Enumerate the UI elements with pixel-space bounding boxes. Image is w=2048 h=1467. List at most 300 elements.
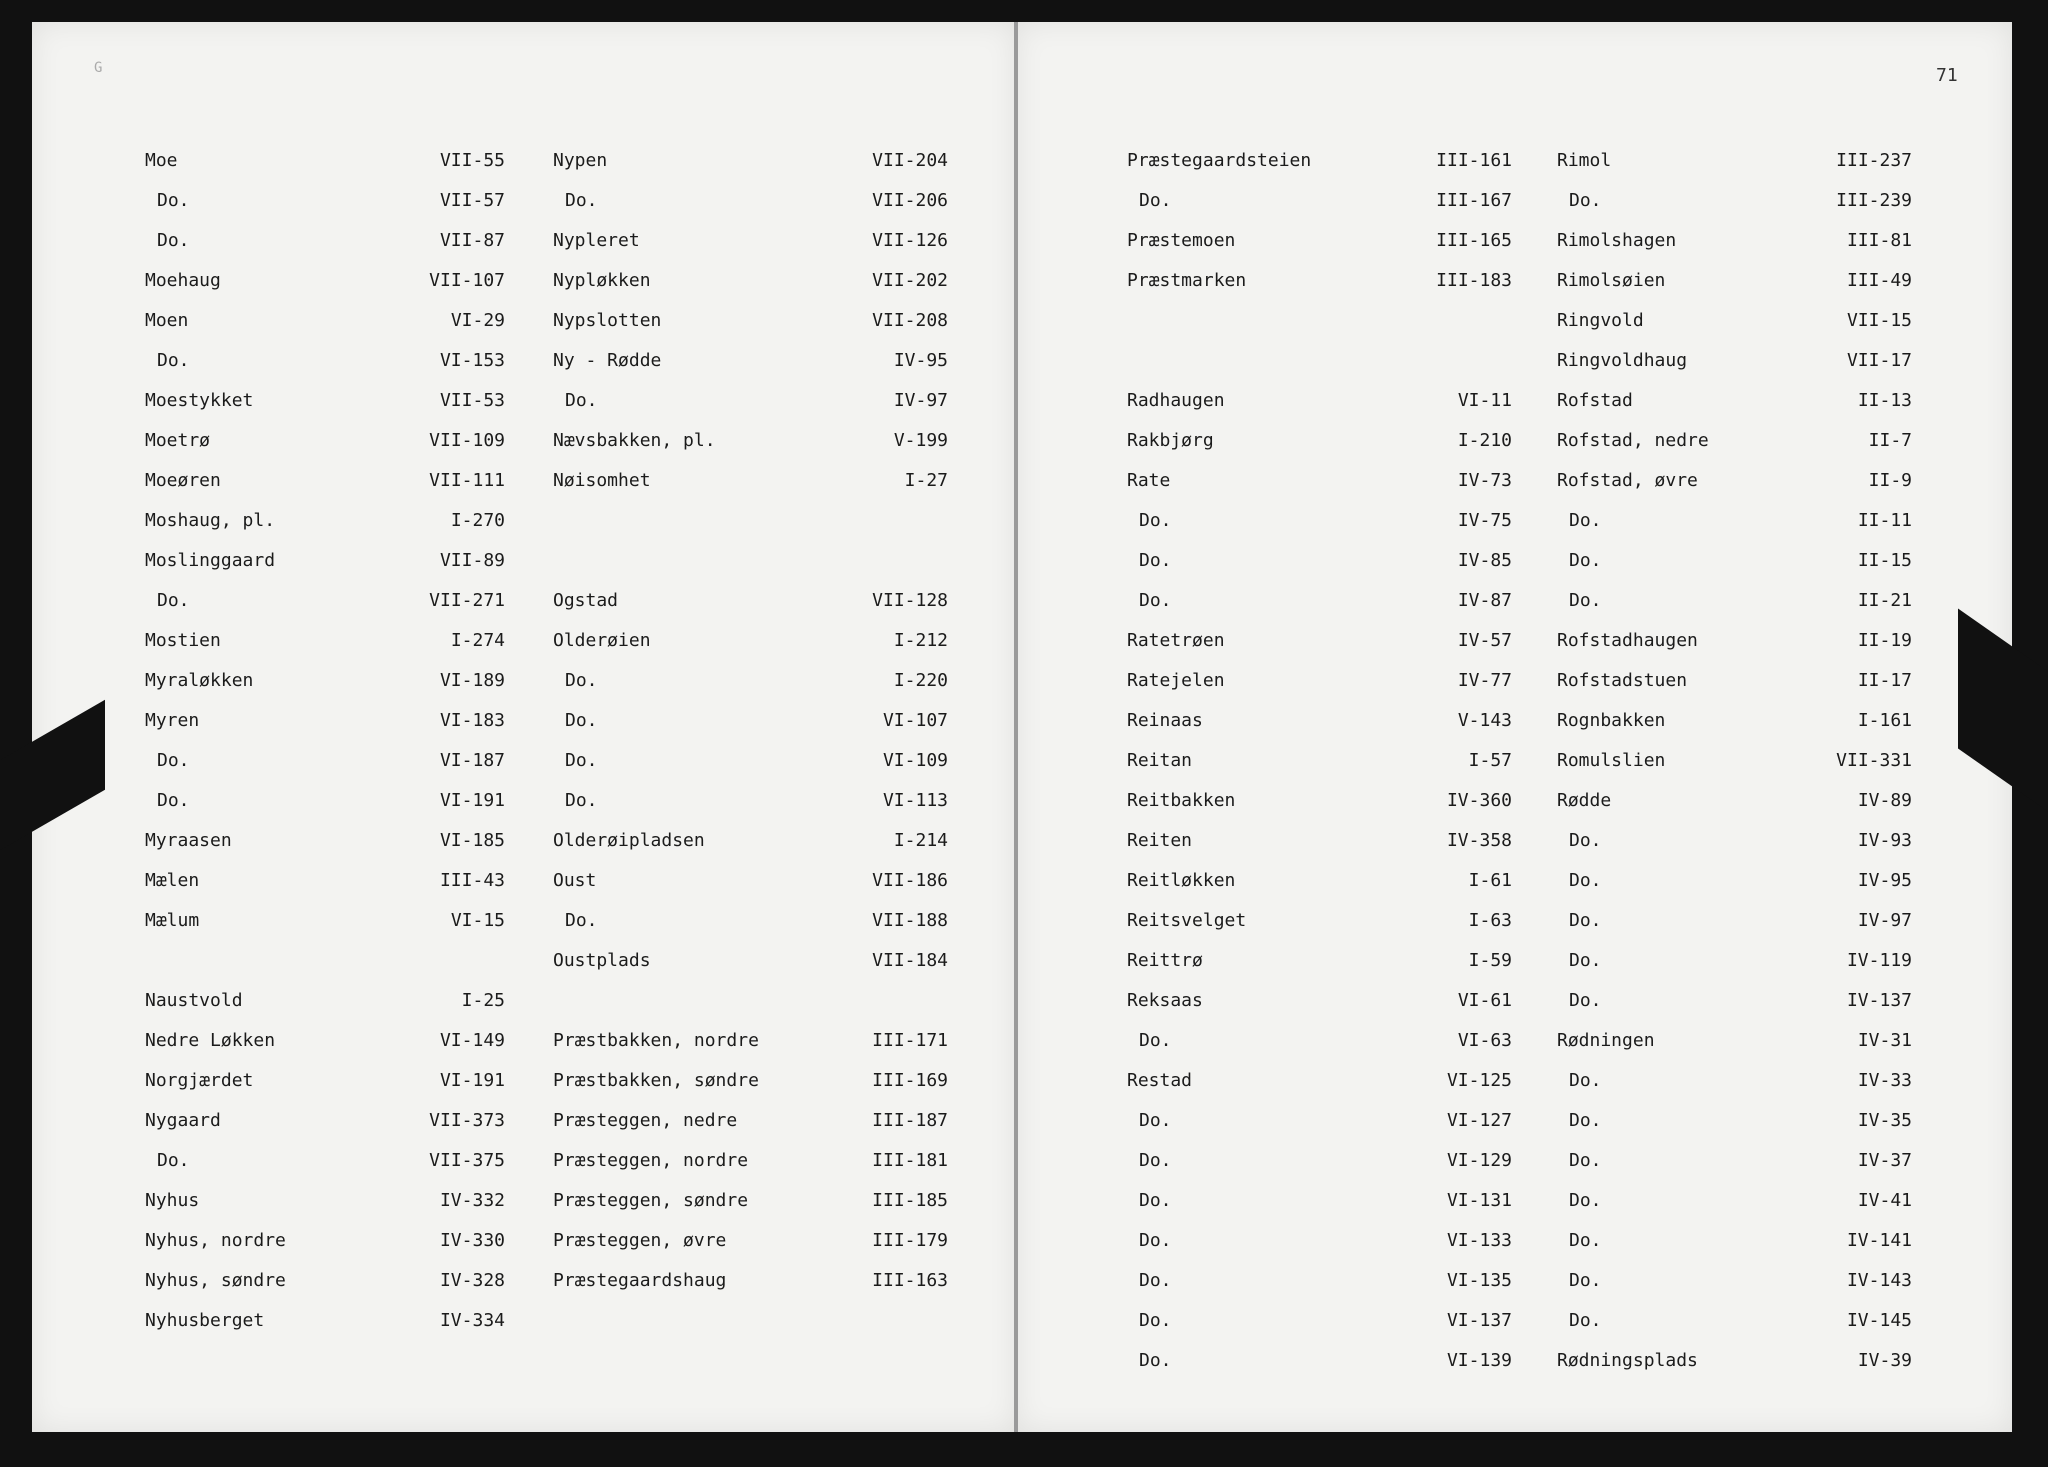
entry-reference: VII-202	[872, 270, 948, 291]
entry-reference: VI-189	[439, 670, 505, 691]
index-entry	[1127, 190, 1512, 218]
index-entry	[145, 630, 505, 658]
entry-name: Do.	[1569, 950, 1602, 971]
entry-reference: VII-89	[439, 550, 505, 571]
index-entry	[1127, 630, 1512, 658]
entry-reference: VI-11	[1457, 390, 1512, 411]
index-entry	[1127, 750, 1512, 778]
entry-name: Nypslotten	[553, 310, 662, 331]
entry-reference: VII-17	[1846, 350, 1912, 371]
entry-name: Oustplads	[553, 950, 651, 971]
index-entry	[1557, 750, 1912, 778]
entry-reference: I-161	[1857, 710, 1912, 731]
entry-name: Reittrø	[1127, 950, 1203, 971]
entry-name: Do.	[1139, 1030, 1172, 1051]
entry-name: Do.	[157, 230, 190, 251]
entry-reference: VII-373	[429, 1110, 505, 1131]
entry-name: Do.	[1569, 990, 1602, 1011]
entry-reference: VII-15	[1846, 310, 1912, 331]
entry-reference: I-274	[450, 630, 505, 651]
entry-reference: I-57	[1468, 750, 1512, 771]
entry-reference: I-220	[893, 670, 948, 691]
entry-name: Do.	[1139, 590, 1172, 611]
entry-reference: I-59	[1468, 950, 1512, 971]
entry-reference: III-81	[1846, 230, 1912, 251]
entry-name: Ratetrøen	[1127, 630, 1225, 651]
entry-reference: IV-334	[439, 1310, 505, 1331]
entry-reference: IV-332	[439, 1190, 505, 1211]
entry-reference: VII-53	[439, 390, 505, 411]
entry-name: Rofstad, nedre	[1557, 430, 1709, 451]
entry-name: Ogstad	[553, 590, 619, 611]
index-entry	[1557, 910, 1912, 938]
entry-reference: VII-208	[872, 310, 948, 331]
entry-name: Moen	[145, 310, 189, 331]
entry-name: Reiten	[1127, 830, 1193, 851]
entry-name: Nypleret	[553, 230, 640, 251]
entry-reference: IV-358	[1446, 830, 1512, 851]
entry-reference: IV-141	[1846, 1230, 1912, 1251]
index-entry	[553, 910, 948, 938]
entry-reference: I-63	[1468, 910, 1512, 931]
index-entry	[145, 1230, 505, 1258]
entry-name: Do.	[1139, 510, 1172, 531]
entry-name: Do.	[1569, 1270, 1602, 1291]
entry-reference: I-270	[450, 510, 505, 531]
entry-reference: VI-107	[882, 710, 948, 731]
entry-name: Do.	[1569, 1070, 1602, 1091]
index-entry	[1557, 150, 1912, 178]
entry-reference: III-183	[1436, 270, 1512, 291]
index-entry	[553, 430, 948, 458]
entry-name: Do.	[1569, 510, 1602, 531]
entry-reference: III-161	[1436, 150, 1512, 171]
entry-reference: II-7	[1868, 430, 1912, 451]
entry-reference: II-17	[1857, 670, 1912, 691]
index-entry	[1127, 1030, 1512, 1058]
entry-name: Nyhusberget	[145, 1310, 265, 1331]
index-entry	[145, 350, 505, 378]
index-entry	[553, 590, 948, 618]
entry-name: Præstbakken, søndre	[553, 1070, 759, 1091]
index-entry	[1557, 510, 1912, 538]
entry-name: Do.	[1139, 1150, 1172, 1171]
entry-reference: IV-145	[1846, 1310, 1912, 1331]
entry-reference: III-165	[1436, 230, 1512, 251]
entry-name: Do.	[565, 750, 598, 771]
index-entry	[145, 910, 505, 938]
entry-reference: V-199	[893, 430, 948, 451]
index-entry	[553, 1230, 948, 1258]
entry-reference: III-167	[1436, 190, 1512, 211]
entry-reference: IV-330	[439, 1230, 505, 1251]
entry-reference: III-187	[872, 1110, 948, 1131]
entry-reference: VII-375	[429, 1150, 505, 1171]
index-entry	[145, 1070, 505, 1098]
index-entry	[1557, 790, 1912, 818]
entry-name: Mælen	[145, 870, 200, 891]
entry-reference: I-214	[893, 830, 948, 851]
index-entry	[1127, 1150, 1512, 1178]
entry-name: Rofstadstuen	[1557, 670, 1688, 691]
index-entry	[1127, 230, 1512, 258]
entry-name: Do.	[565, 790, 598, 811]
entry-name: Nyhus	[145, 1190, 200, 1211]
entry-reference: II-9	[1868, 470, 1912, 491]
index-entry	[1557, 710, 1912, 738]
entry-reference: VI-191	[439, 1070, 505, 1091]
index-entry	[553, 1150, 948, 1178]
entry-name: Nævsbakken, pl.	[553, 430, 716, 451]
entry-reference: IV-95	[893, 350, 948, 371]
index-entry	[1557, 1350, 1912, 1378]
entry-name: Nyhus, nordre	[145, 1230, 286, 1251]
entry-name: Ringvoldhaug	[1557, 350, 1688, 371]
entry-reference: III-43	[439, 870, 505, 891]
entry-name: Olderøipladsen	[553, 830, 705, 851]
index-entry	[145, 310, 505, 338]
entry-reference: VI-135	[1446, 1270, 1512, 1291]
entry-reference: VI-191	[439, 790, 505, 811]
entry-name: Nypløkken	[553, 270, 651, 291]
entry-name: Præstmarken	[1127, 270, 1247, 291]
index-entry	[145, 270, 505, 298]
entry-reference: II-19	[1857, 630, 1912, 651]
entry-reference: IV-143	[1846, 1270, 1912, 1291]
entry-reference: I-212	[893, 630, 948, 651]
index-entry	[145, 1110, 505, 1138]
entry-name: Do.	[1569, 1110, 1602, 1131]
index-entry	[553, 390, 948, 418]
entry-reference: II-21	[1857, 590, 1912, 611]
index-entry	[145, 150, 505, 178]
index-entry	[1557, 430, 1912, 458]
index-entry	[1127, 830, 1512, 858]
entry-name: Ratejelen	[1127, 670, 1225, 691]
entry-name: Do.	[1139, 1310, 1172, 1331]
entry-reference: VI-109	[882, 750, 948, 771]
entry-name: Do.	[1139, 1190, 1172, 1211]
entry-reference: IV-95	[1857, 870, 1912, 891]
entry-reference: IV-37	[1857, 1150, 1912, 1171]
entry-name: Do.	[157, 750, 190, 771]
entry-reference: IV-119	[1846, 950, 1912, 971]
entry-name: Reksaas	[1127, 990, 1203, 1011]
index-entry	[1557, 990, 1912, 1018]
index-entry	[553, 350, 948, 378]
entry-reference: III-49	[1846, 270, 1912, 291]
index-entry	[145, 390, 505, 418]
entry-name: Do.	[1569, 1230, 1602, 1251]
entry-name: Do.	[1569, 190, 1602, 211]
entry-name: Reinaas	[1127, 710, 1203, 731]
entry-reference: VII-109	[429, 430, 505, 451]
index-entry	[553, 190, 948, 218]
index-entry	[145, 550, 505, 578]
index-entry	[553, 270, 948, 298]
entry-name: Moshaug, pl.	[145, 510, 276, 531]
entry-name: Moslinggaard	[145, 550, 276, 571]
entry-name: Myren	[145, 710, 200, 731]
entry-name: Rimolsøien	[1557, 270, 1666, 291]
entry-name: Do.	[1139, 550, 1172, 571]
entry-reference: VI-29	[450, 310, 505, 331]
book-gutter	[1014, 22, 1018, 1432]
entry-name: Do.	[1569, 830, 1602, 851]
entry-reference: IV-57	[1457, 630, 1512, 651]
entry-reference: IV-73	[1457, 470, 1512, 491]
index-entry	[1557, 1030, 1912, 1058]
entry-name: Do.	[565, 710, 598, 731]
index-entry	[553, 230, 948, 258]
index-entry	[1557, 1070, 1912, 1098]
index-entry	[1127, 270, 1512, 298]
entry-name: Do.	[565, 910, 598, 931]
index-entry	[1127, 910, 1512, 938]
entry-reference: III-181	[872, 1150, 948, 1171]
entry-name: Olderøien	[553, 630, 651, 651]
index-entry	[145, 590, 505, 618]
index-entry	[1127, 430, 1512, 458]
entry-name: Nedre Løkken	[145, 1030, 276, 1051]
entry-name: Rate	[1127, 470, 1171, 491]
entry-name: Reitsvelget	[1127, 910, 1247, 931]
entry-reference: VI-139	[1446, 1350, 1512, 1371]
entry-name: Nygaard	[145, 1110, 221, 1131]
entry-name: Do.	[1569, 590, 1602, 611]
entry-reference: VI-129	[1446, 1150, 1512, 1171]
entry-reference: VI-153	[439, 350, 505, 371]
entry-name: Rimolshagen	[1557, 230, 1677, 251]
entry-reference: I-210	[1457, 430, 1512, 451]
index-entry	[1557, 870, 1912, 898]
index-entry	[1127, 1310, 1512, 1338]
entry-reference: VI-63	[1457, 1030, 1512, 1051]
entry-reference: IV-89	[1857, 790, 1912, 811]
entry-reference: VII-126	[872, 230, 948, 251]
entry-reference: III-169	[872, 1070, 948, 1091]
entry-name: Præstegaardsteien	[1127, 150, 1312, 171]
entry-reference: IV-77	[1457, 670, 1512, 691]
entry-name: Do.	[1569, 910, 1602, 931]
index-entry	[553, 870, 948, 898]
entry-reference: VI-125	[1446, 1070, 1512, 1091]
index-entry	[1127, 1190, 1512, 1218]
index-entry	[1127, 390, 1512, 418]
index-entry	[1127, 1350, 1512, 1378]
index-entry	[145, 1150, 505, 1178]
index-entry	[1127, 1270, 1512, 1298]
entry-reference: IV-31	[1857, 1030, 1912, 1051]
entry-name: Do.	[1569, 870, 1602, 891]
entry-name: Rofstad, øvre	[1557, 470, 1698, 491]
index-entry	[553, 950, 948, 978]
entry-reference: IV-33	[1857, 1070, 1912, 1091]
entry-reference: VII-128	[872, 590, 948, 611]
corner-mark: G	[94, 60, 103, 76]
index-entry	[1127, 670, 1512, 698]
entry-reference: IV-41	[1857, 1190, 1912, 1211]
index-entry	[1127, 950, 1512, 978]
index-entry	[1557, 550, 1912, 578]
index-entry	[1127, 870, 1512, 898]
entry-reference: VII-55	[439, 150, 505, 171]
entry-name: Myraløkken	[145, 670, 254, 691]
entry-name: Restad	[1127, 1070, 1193, 1091]
index-entry	[1557, 1270, 1912, 1298]
index-entry	[145, 1310, 505, 1338]
entry-reference: VII-331	[1836, 750, 1912, 771]
index-entry	[1557, 1110, 1912, 1138]
entry-name: Reitløkken	[1127, 870, 1236, 891]
entry-name: Præstbakken, nordre	[553, 1030, 759, 1051]
entry-name: Moehaug	[145, 270, 221, 291]
entry-reference: III-171	[872, 1030, 948, 1051]
index-entry	[1127, 550, 1512, 578]
entry-name: Do.	[1139, 190, 1172, 211]
entry-name: Nyhus, søndre	[145, 1270, 286, 1291]
index-entry	[1127, 150, 1512, 178]
entry-reference: III-185	[872, 1190, 948, 1211]
entry-name: Mostien	[145, 630, 221, 651]
entry-reference: VII-206	[872, 190, 948, 211]
index-entry	[1127, 710, 1512, 738]
entry-reference: IV-39	[1857, 1350, 1912, 1371]
entry-name: Præsteggen, nordre	[553, 1150, 749, 1171]
index-entry	[553, 710, 948, 738]
entry-reference: III-179	[872, 1230, 948, 1251]
index-entry	[1127, 790, 1512, 818]
entry-reference: VII-111	[429, 470, 505, 491]
entry-name: Rødningsplads	[1557, 1350, 1698, 1371]
entry-name: Moe	[145, 150, 178, 171]
index-entry	[553, 1190, 948, 1218]
index-entry	[1557, 270, 1912, 298]
entry-reference: VI-15	[450, 910, 505, 931]
index-entry	[1557, 230, 1912, 258]
entry-reference: VI-61	[1457, 990, 1512, 1011]
entry-name: Do.	[565, 670, 598, 691]
index-entry	[145, 710, 505, 738]
entry-reference: V-143	[1457, 710, 1512, 731]
index-entry	[145, 870, 505, 898]
entry-name: Rødningen	[1557, 1030, 1655, 1051]
entry-name: Præsteggen, søndre	[553, 1190, 749, 1211]
index-entry	[145, 230, 505, 258]
index-entry	[553, 1030, 948, 1058]
entry-name: Mælum	[145, 910, 200, 931]
index-entry	[1557, 390, 1912, 418]
entry-name: Romulslien	[1557, 750, 1666, 771]
index-entry	[1127, 1110, 1512, 1138]
entry-reference: I-27	[904, 470, 948, 491]
index-entry	[1557, 310, 1912, 338]
entry-name: Do.	[1569, 550, 1602, 571]
entry-reference: IV-328	[439, 1270, 505, 1291]
entry-name: Moeøren	[145, 470, 221, 491]
entry-name: Myraasen	[145, 830, 232, 851]
index-entry	[553, 150, 948, 178]
index-entry	[1557, 590, 1912, 618]
entry-name: Moestykket	[145, 390, 254, 411]
entry-reference: IV-97	[1857, 910, 1912, 931]
entry-name: Do.	[157, 1150, 190, 1171]
entry-name: Reitbakken	[1127, 790, 1236, 811]
entry-name: Reitan	[1127, 750, 1193, 771]
index-entry	[145, 830, 505, 858]
entry-reference: IV-360	[1446, 790, 1512, 811]
entry-reference: III-237	[1836, 150, 1912, 171]
entry-reference: VI-113	[882, 790, 948, 811]
index-entry	[145, 470, 505, 498]
index-entry	[145, 1270, 505, 1298]
entry-reference: VII-271	[429, 590, 505, 611]
index-entry	[553, 1070, 948, 1098]
entry-reference: VII-184	[872, 950, 948, 971]
index-entry	[553, 830, 948, 858]
entry-name: Rimol	[1557, 150, 1612, 171]
entry-name: Radhaugen	[1127, 390, 1225, 411]
entry-name: Rognbakken	[1557, 710, 1666, 731]
entry-reference: I-61	[1468, 870, 1512, 891]
index-entry	[145, 190, 505, 218]
index-entry	[1557, 1150, 1912, 1178]
index-entry	[145, 670, 505, 698]
entry-name: Nøisomhet	[553, 470, 651, 491]
index-entry	[1557, 190, 1912, 218]
index-entry	[145, 990, 505, 1018]
index-entry	[553, 470, 948, 498]
entry-name: Præstegaardshaug	[553, 1270, 727, 1291]
index-entry	[145, 430, 505, 458]
index-entry	[1127, 990, 1512, 1018]
entry-reference: VII-188	[872, 910, 948, 931]
entry-name: Do.	[1139, 1270, 1172, 1291]
entry-reference: VI-127	[1446, 1110, 1512, 1131]
index-entry	[1557, 830, 1912, 858]
entry-reference: IV-137	[1846, 990, 1912, 1011]
entry-reference: VI-149	[439, 1030, 505, 1051]
entry-name: Norgjærdet	[145, 1070, 254, 1091]
index-entry	[145, 1030, 505, 1058]
entry-reference: II-13	[1857, 390, 1912, 411]
entry-name: Do.	[1569, 1310, 1602, 1331]
index-entry	[1557, 470, 1912, 498]
entry-reference: VI-133	[1446, 1230, 1512, 1251]
index-entry	[145, 750, 505, 778]
index-entry	[553, 670, 948, 698]
entry-name: Rofstad	[1557, 390, 1633, 411]
index-entry	[1557, 670, 1912, 698]
index-entry	[553, 1110, 948, 1138]
entry-name: Moetrø	[145, 430, 211, 451]
entry-name: Do.	[157, 790, 190, 811]
entry-reference: VII-57	[439, 190, 505, 211]
entry-name: Do.	[157, 190, 190, 211]
entry-name: Nypen	[553, 150, 608, 171]
entry-name: Do.	[1139, 1350, 1172, 1371]
index-entry	[1557, 1230, 1912, 1258]
entry-reference: VI-187	[439, 750, 505, 771]
entry-reference: II-15	[1857, 550, 1912, 571]
entry-reference: VI-183	[439, 710, 505, 731]
entry-reference: VII-186	[872, 870, 948, 891]
index-entry	[1127, 1230, 1512, 1258]
index-entry	[145, 510, 505, 538]
index-entry	[1127, 510, 1512, 538]
entry-name: Do.	[1139, 1110, 1172, 1131]
index-entry	[1557, 1190, 1912, 1218]
